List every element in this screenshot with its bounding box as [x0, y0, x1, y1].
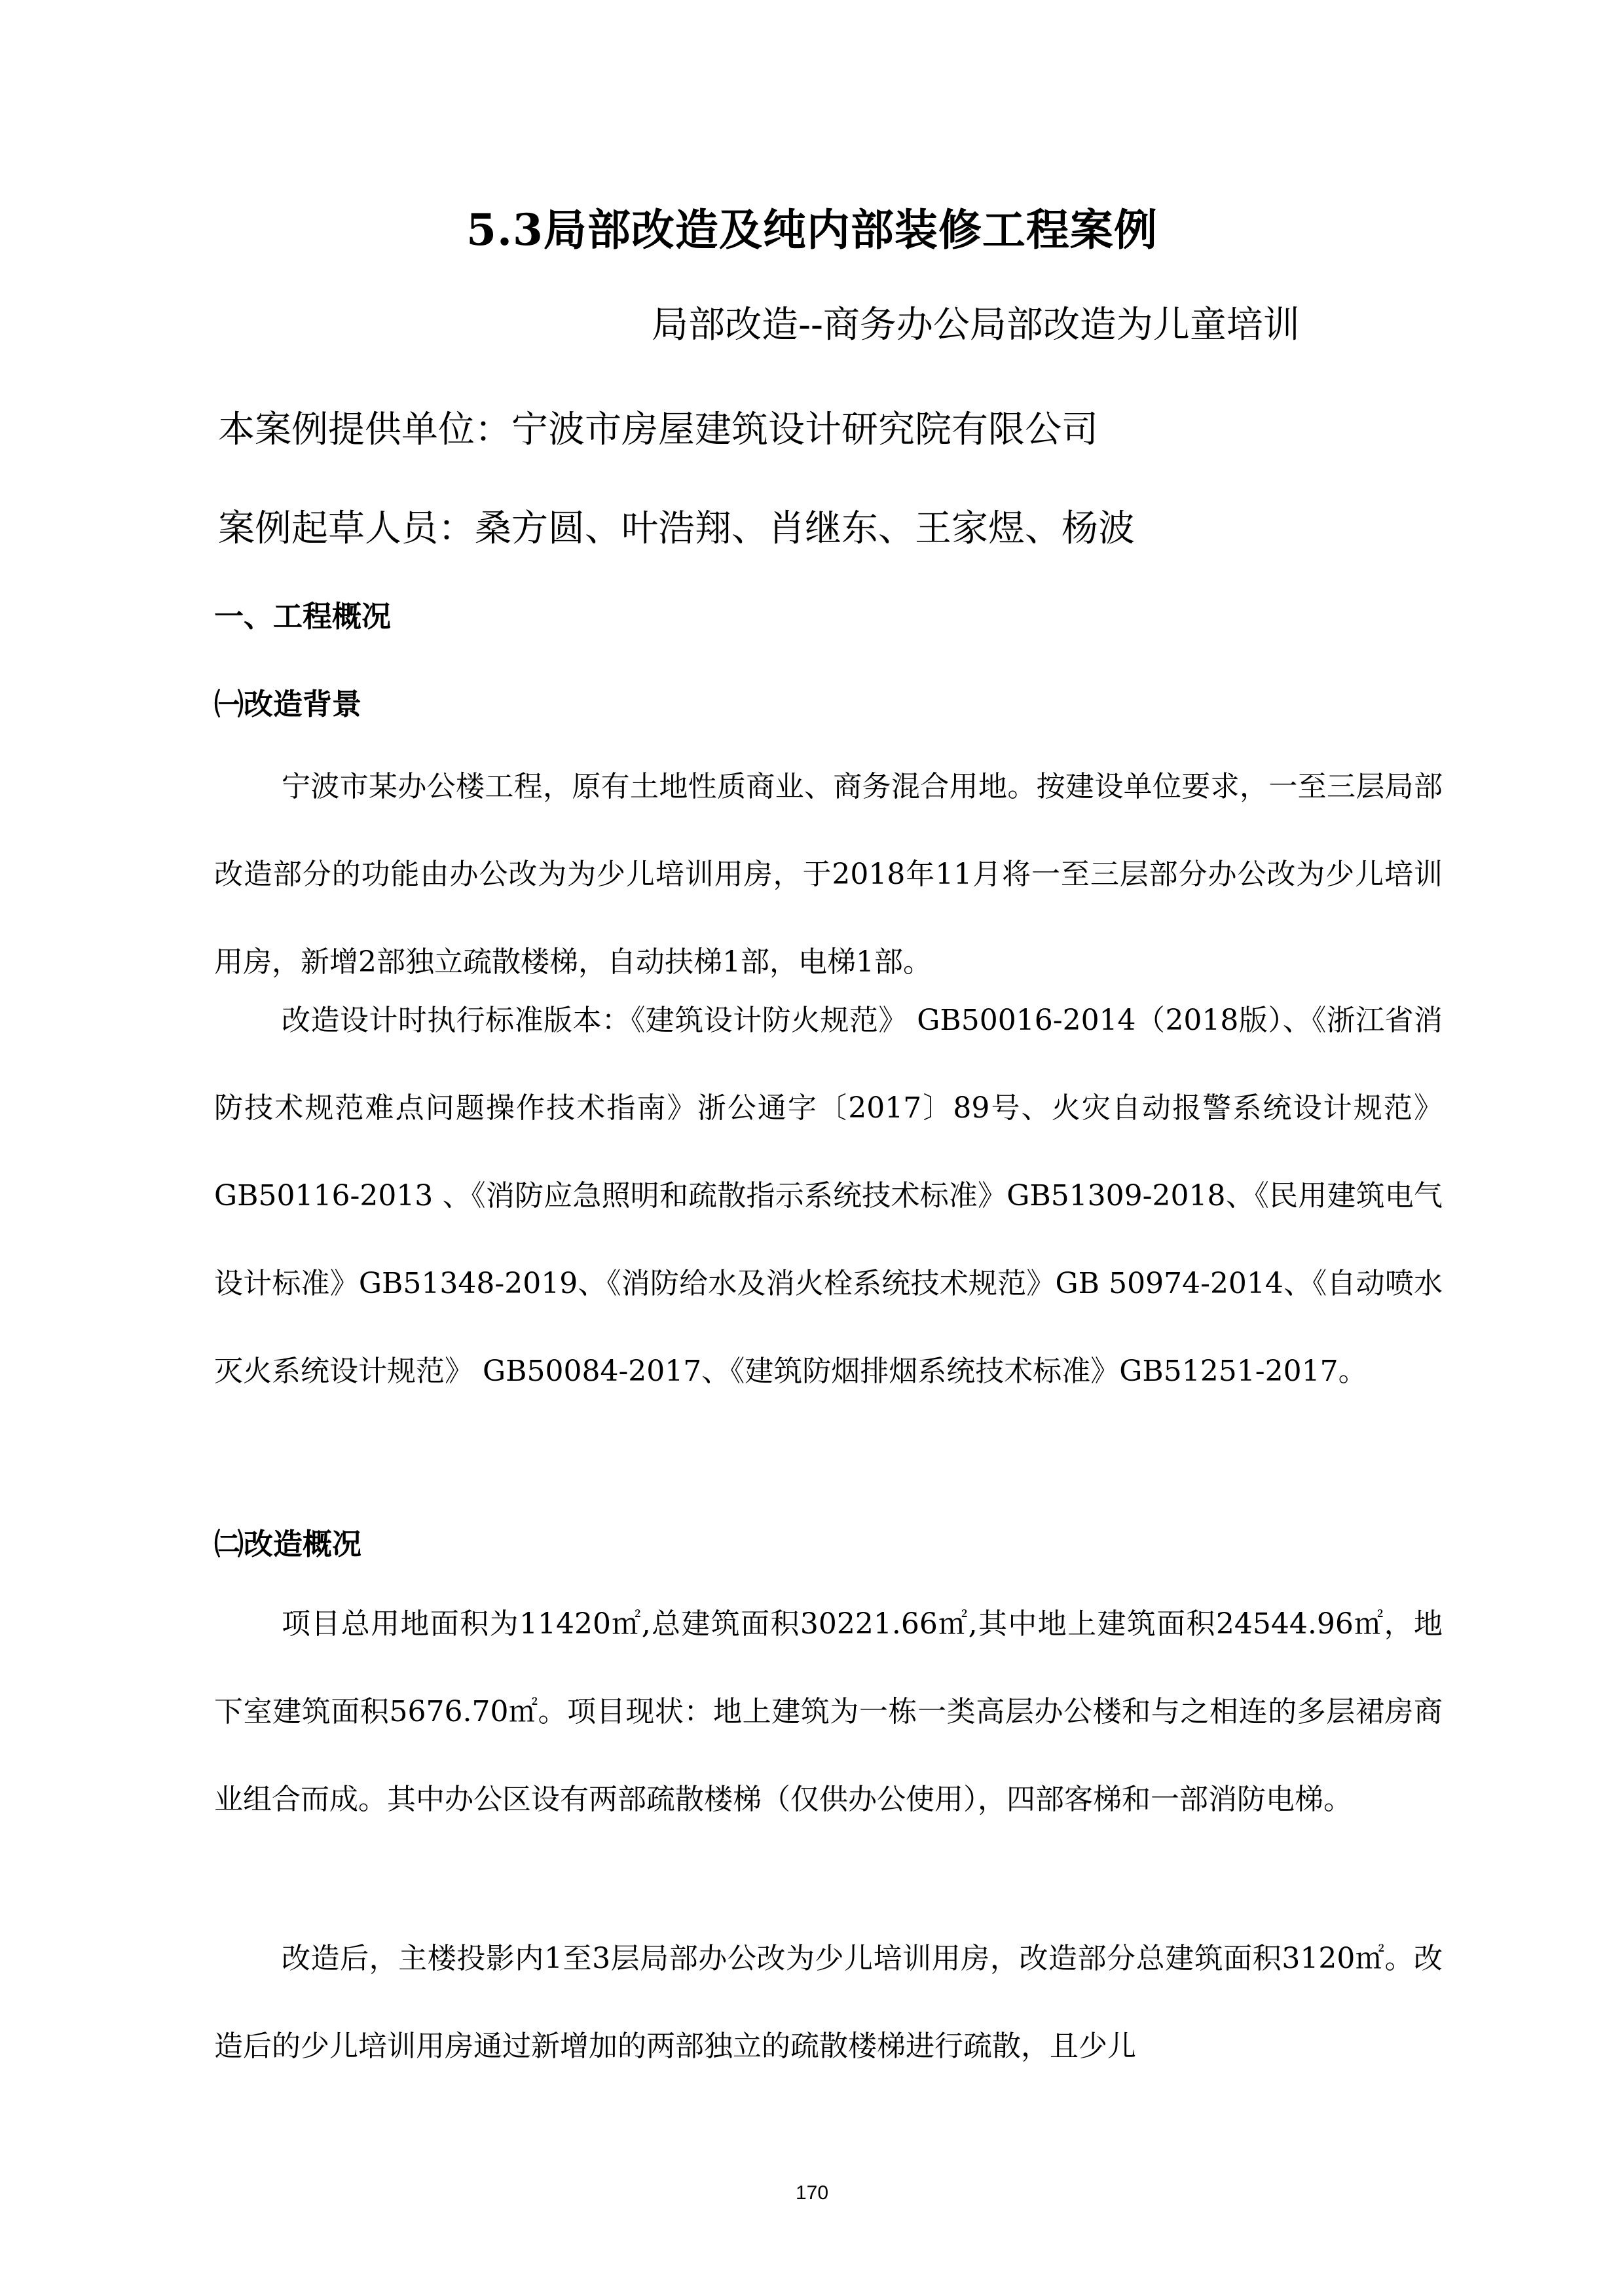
page-number: 170: [795, 2182, 829, 2204]
paragraph-background: 宁波市某办公楼工程，原有土地性质商业、商务混合用地。按建设单位要求，一至三层局部改造部分的功能由办公改为为少儿培训用房，于2018年11月将一至三层部分办公改为少儿培训用房，新增2部独立疏散楼梯，自动扶梯1部，电梯1部。: [214, 770, 1443, 979]
subsection-heading-background: ㈠改造背景: [214, 687, 362, 721]
subsection-heading-overview: ㈡改造概况: [214, 1527, 362, 1561]
document-title: 5.3局部改造及纯内部装修工程案例: [466, 204, 1158, 255]
document-subtitle: 局部改造--商务办公局部改造为儿童培训: [652, 304, 1300, 346]
paragraph-project-area: 项目总用地面积为11420㎡,总建筑面积30221.66㎡,其中地上建筑面积24544.96㎡，地下室建筑面积5676.70㎡。项目现状：地上建筑为一栋一类高层办公楼和与之相连的多层裙房商业组合而成。其中办公区设有两部疏散楼梯（仅供办公使用），四部客梯和一部消防电梯。: [214, 1607, 1443, 1816]
provider-line: 本案例提供单位：宁波市房屋建筑设计研究院有限公司: [218, 409, 1098, 451]
drafters-line: 案例起草人员：桑方圆、叶浩翔、肖继东、王家煜、杨波: [218, 507, 1135, 550]
paragraph-standards: 改造设计时执行标准版本：《建筑设计防火规范》 GB50016-2014（2018版）、《浙江省消防技术规范难点问题操作技术指南》浙公通字〔2017〕89号、火灾自动报警系统设计规范》GB50116-2013 、《消防应急照明和疏散指示系统技术标准》GB51309-2018、《民用建筑电气设计标准》GB51348-2019、《消防给水及消火栓系统技术规范》GB 50974-2014、《自动喷水灭火系统设计规范》 GB50084-2017、《建筑防烟排烟系统技术标准》GB51251-2017。: [214, 1004, 1443, 1388]
paragraph-after-renovation: 改造后，主楼投影内1至3层局部办公改为少儿培训用房，改造部分总建筑面积3120㎡。改造后的少儿培训用房通过新增加的两部独立的疏散楼梯进行疏散，且少儿: [214, 1942, 1443, 2063]
section-heading-project-overview: 一、工程概况: [214, 599, 392, 634]
